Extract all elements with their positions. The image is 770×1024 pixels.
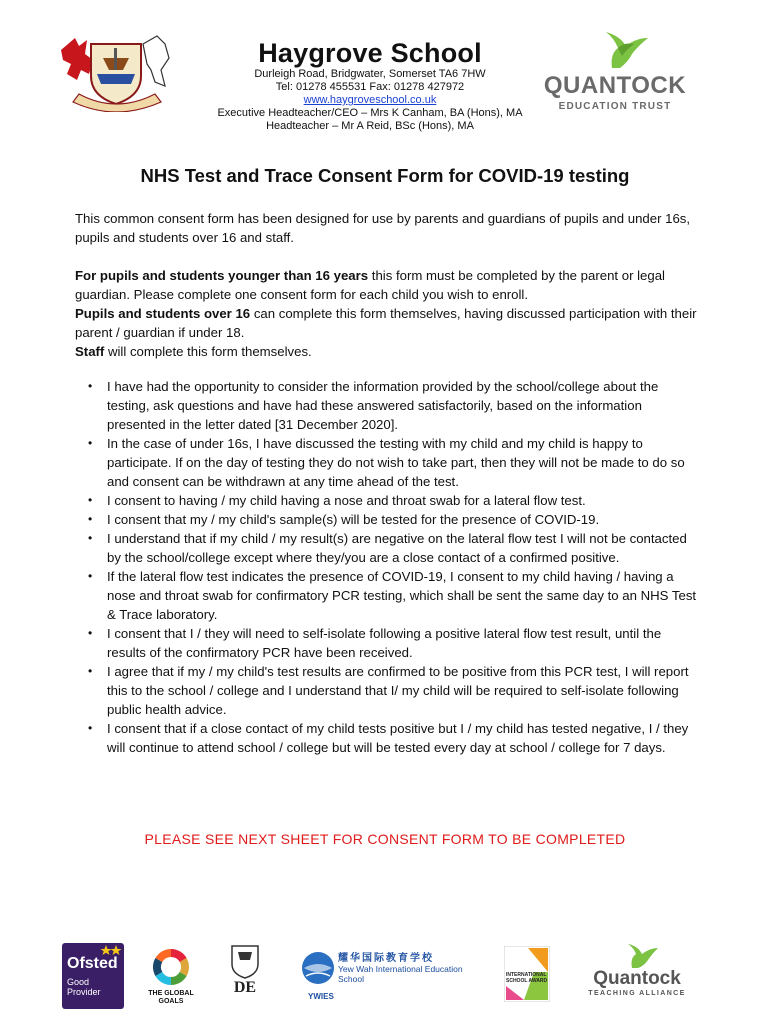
staff-label: Staff — [75, 344, 105, 359]
consent-statement: In the case of under 16s, I have discussed the testing with my child and my child is happy to participate. If on the day of testing they do not wish to take part, then they will not be made to do so and consent can be withdrawn at any time ahead of the test. — [107, 436, 685, 489]
school-phone-fax: Tel: 01278 455531 Fax: 01278 427972 — [275, 81, 465, 93]
consent-statement: I agree that if my / my child's test results are confirmed to be positive from this PCR test, I will report this to the school / college and I understand that I/ my child will be required to self-isolate following public health advice. — [107, 664, 689, 717]
ofsted-name: Ofsted — [67, 955, 118, 972]
bird-icon — [540, 28, 690, 72]
qta-name: Quantock — [593, 968, 681, 989]
de-text: DE — [233, 979, 257, 994]
trust-subtitle: EDUCATION TRUST — [558, 101, 672, 112]
over16-label: Pupils and students over 16 — [75, 306, 251, 321]
over16-instructions — [75, 304, 700, 342]
staff-text: will complete this form themselves. — [104, 344, 312, 359]
document-title: NHS Test and Trace Consent Form for COVID-19 testing — [140, 165, 630, 186]
consent-statement: I consent that if a close contact of my child tests positive but I / my child has tested negative, I / they will continue to attend school / college but will be tested every day at school / college for 7 days. — [107, 721, 689, 755]
bullet-icon: • — [88, 531, 93, 545]
duke-of-edinburgh-logo — [226, 944, 264, 994]
consent-statement: I have had the opportunity to consider the information provided by the school/college about the testing, ask questions and have had these answered satisfactorily, based on the information presented in the letter dated [31 December 2020]. — [107, 379, 659, 432]
consent-statements-list — [88, 377, 700, 757]
under16-label: For pupils and students younger than 16 years — [75, 268, 369, 283]
list-item — [88, 434, 700, 491]
consent-statement: I consent to having / my child having a nose and throat swab for a lateral flow test. — [107, 493, 586, 508]
staff-instructions — [75, 342, 700, 361]
under16-instructions — [75, 266, 700, 304]
school-crest-logo — [57, 30, 177, 112]
next-sheet-notice: PLEASE SEE NEXT SHEET FOR CONSENT FORM TO BE COMPLETED — [144, 831, 626, 847]
list-item — [88, 567, 700, 624]
ywies-abbreviation: YWIES — [308, 992, 334, 1001]
intro-paragraph: This common consent form has been designed for use by parents and guardians of pupils and under 16s, pupils and students over 16 and staff. — [75, 211, 691, 245]
list-item — [88, 510, 700, 529]
list-item — [88, 377, 700, 434]
bullet-icon: • — [88, 379, 93, 393]
school-letterhead — [180, 38, 560, 133]
under16-text: this form must be completed by the parent or legal guardian. Please complete one consent form for each child you wish to enroll. — [75, 268, 665, 302]
over16-text: can complete this form themselves, having discussed participation with their parent / guardian if under 18. — [75, 306, 697, 340]
goals-wheel-icon — [140, 945, 202, 989]
ywies-english-name: Yew Wah International Education School — [338, 964, 463, 984]
international-school-award-logo — [504, 946, 550, 1002]
ofsted-rating: Good Provider — [67, 977, 101, 997]
de-crest-icon — [226, 944, 264, 994]
isa-text: INTERNATIONAL SCHOOL AWARD — [506, 972, 548, 984]
bullet-icon: • — [88, 721, 93, 735]
consent-statement: If the lateral flow test indicates the presence of COVID-19, I consent to my child having / having a nose and throat swab for confirmatory PCR testing, which shall be sent the same day to an NHS Test & Trace laboratory. — [107, 569, 697, 622]
trust-name: QUANTOCK — [543, 72, 687, 99]
consent-groups — [75, 266, 700, 361]
ofsted-good-provider-logo — [62, 943, 124, 1009]
consent-statement: I understand that if my child / my result(s) are negative on the lateral flow test I will not be contacted by the school/college except where they/you are a close contact of a confirmed positive. — [107, 531, 687, 565]
consent-statement: I consent that my / my child's sample(s) will be tested for the presence of COVID-19. — [107, 512, 600, 527]
bullet-icon: • — [88, 664, 93, 678]
quantock-education-trust-logo — [540, 28, 690, 118]
ywies-chinese-name: 耀华国际教育学校 — [338, 953, 434, 964]
bullet-icon: • — [88, 512, 93, 526]
bullet-icon: • — [88, 436, 93, 450]
global-goals-logo — [140, 945, 202, 1009]
bullet-icon: • — [88, 626, 93, 640]
qta-subtitle: TEACHING ALLIANCE — [588, 990, 686, 997]
list-item — [88, 662, 700, 719]
ywies-globe-icon — [300, 946, 336, 990]
consent-statement: I consent that I / they will need to self-isolate following a positive lateral flow test result, until the results of the confirmatory PCR have been received. — [107, 626, 662, 660]
bullet-icon: • — [88, 493, 93, 507]
ywies-logo — [300, 946, 480, 1006]
headteacher: Headteacher – Mr A Reid, BSc (Hons), MA — [266, 120, 474, 132]
quantock-teaching-alliance-logo — [582, 944, 692, 1004]
list-item — [88, 491, 700, 510]
bullet-icon: • — [88, 569, 93, 583]
school-website-link[interactable]: www.haygroveschool.co.uk — [303, 94, 437, 106]
executive-headteacher: Executive Headteacher/CEO – Mrs K Canham, BA (Hons), MA — [217, 107, 523, 119]
school-name: Haygrove School — [258, 38, 482, 68]
list-item — [88, 719, 700, 757]
list-item — [88, 624, 700, 662]
bird-icon — [582, 944, 692, 970]
global-goals-text: THE GLOBAL GOALS — [148, 990, 194, 1005]
school-address: Durleigh Road, Bridgwater, Somerset TA6 7HW — [254, 68, 486, 80]
list-item — [88, 529, 700, 567]
